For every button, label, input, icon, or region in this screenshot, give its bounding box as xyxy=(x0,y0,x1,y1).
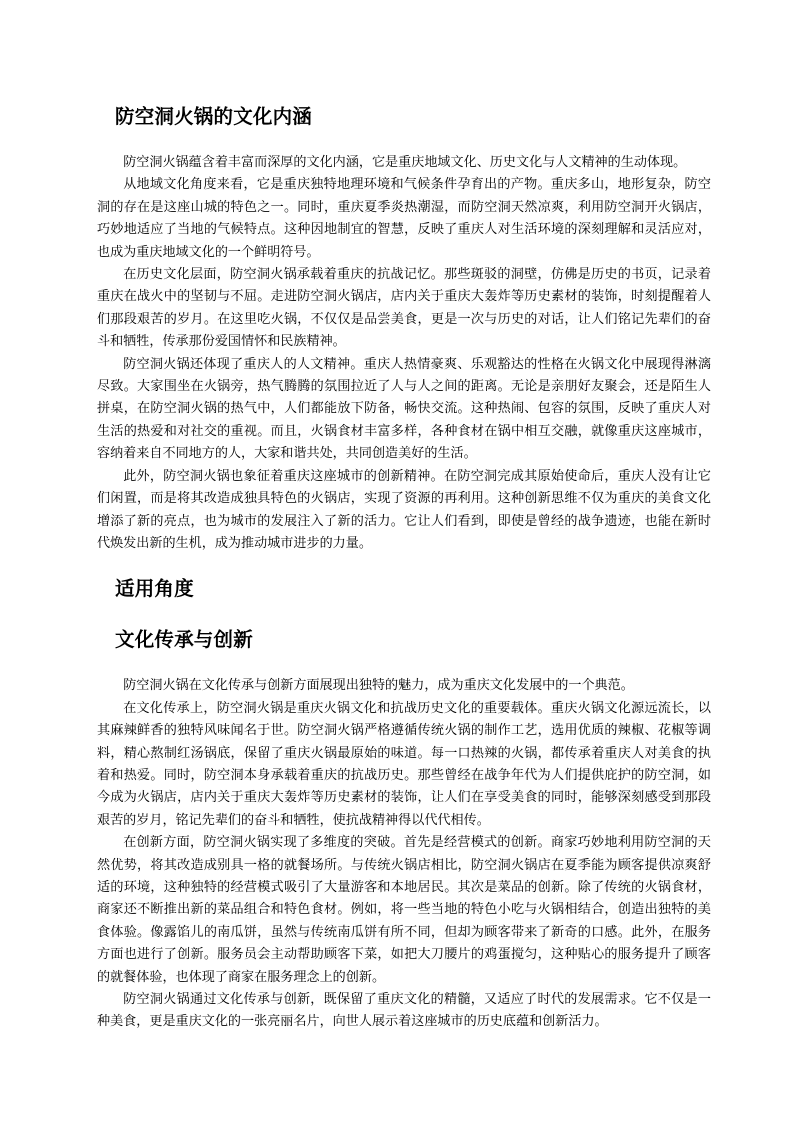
paragraph: 在文化传承上，防空洞火锅是重庆火锅文化和抗战历史文化的重要载体。重庆火锅文化源远流长，以其麻辣鲜香的独特风味闻名于世。防空洞火锅严格遵循传统火锅的制作工艺，选用优质的辣椒、花椒等调料，精心熬制红汤锅底，保留了重庆火锅最原始的味道。每一口热辣的火锅，都传承着重庆人对美食的执着和热爱。同时，防空洞本身承载着重庆的抗战历史。那些曾经在战争年代为人们提供庇护的防空洞，如今成为火锅店，店内关于重庆大轰炸等历史素材的装饰，让人们在享受美食的同时，能够深刻感受到那段艰苦的岁月，铭记先辈们的奋斗和牺牲，使抗战精神得以代代相传。 xyxy=(97,700,711,828)
paragraph: 防空洞火锅蕴含着丰富而深厚的文化内涵，它是重庆地域文化、历史文化与人文精神的生动体现。 xyxy=(123,155,687,170)
paragraph: 此外，防空洞火锅也象征着重庆这座城市的创新精神。在防空洞完成其原始使命后，重庆人没有让它们闲置，而是将其改造成独具特色的火锅店，实现了资源的再利用。这种创新思维不仅为重庆的美食文化增添了新的亮点，也为城市的发展注入了新的活力。它让人们看到，即使是曾经的战争遗迹，也能在新时代焕发出新的生机，成为推动城市进步的力量。 xyxy=(97,468,711,551)
section-heading-heritage-innovation: 文化传承与创新 xyxy=(115,628,253,652)
section-heading-applicable-angle: 适用角度 xyxy=(115,577,194,601)
paragraph: 防空洞火锅还体现了重庆人的人文精神。重庆人热情豪爽、乐观豁达的性格在火锅文化中展现得淋漓尽致。大家围坐在火锅旁，热气腾腾的氛围拉近了人与人之间的距离。无论是亲朋好友聚会，还是陌生人拼桌，在防空洞火锅的热气中，人们都能放下防备，畅快交流。这种热闹、包容的氛围，反映了重庆人对生活的热爱和对社交的重视。而且，火锅食材丰富多样，各种食材在锅中相互交融，就像重庆这座城市，容纳着来自不同地方的人，大家和谐共处，共同创造美好的生活。 xyxy=(97,356,711,462)
section-heading-cultural-connotation: 防空洞火锅的文化内涵 xyxy=(115,105,313,128)
document-content xyxy=(97,100,711,1034)
paragraph: 在历史文化层面，防空洞火锅承载着重庆的抗战记忆。那些斑驳的洞壁，仿佛是历史的书页，记录着重庆在战火中的坚韧与不屈。走进防空洞火锅店，店内关于重庆大轰炸等历史素材的装饰，时刻提醒着人们那段艰苦的岁月。在这里吃火锅，不仅仅是品尝美食，更是一次与历史的对话，让人们铭记先辈们的奋斗和牺牲，传承那份爱国情怀和民族精神。 xyxy=(97,267,711,350)
paragraph: 防空洞火锅通过文化传承与创新，既保留了重庆文化的精髓，又适应了时代的发展需求。它不仅是一种美食，更是重庆文化的一张亮丽名片，向世人展示着这座城市的历史底蕴和创新活力。 xyxy=(97,992,711,1030)
paragraph: 防空洞火锅在文化传承与创新方面展现出独特的魅力，成为重庆文化发展中的一个典范。 xyxy=(123,678,634,694)
section-body-cultural-connotation xyxy=(97,152,711,555)
paragraph: 在创新方面，防空洞火锅实现了多维度的突破。首先是经营模式的创新。商家巧妙地利用防空洞的天然优势，将其改造成别具一格的就餐场所。与传统火锅店相比，防空洞火锅店在夏季能为顾客提供凉爽舒适的环境，这种独特的经营模式吸引了大量游客和本地居民。其次是菜品的创新。除了传统的火锅食材，商家还不断推出新的菜品组合和特色食材。例如，将一些当地的特色小吃与火锅相结合，创造出独特的美食体验。像露馅儿的南瓜饼，虽然与传统南瓜饼有所不同，但却为顾客带来了新奇的口感。此外，在服务方面也进行了创新。服务员会主动帮助顾客下菜，如把大刀腰片的鸡蛋搅匀，这种贴心的服务提升了顾客的就餐体验，也体现了商家在服务理念上的创新。 xyxy=(97,835,711,985)
paragraph: 从地域文化角度来看，它是重庆独特地理环境和气候条件孕育出的产物。重庆多山，地形复杂，防空洞的存在是这座山城的特色之一。同时，重庆夏季炎热潮湿，而防空洞天然凉爽，利用防空洞开火锅店，巧妙地适应了当地的气候特点。这种因地制宜的智慧，反映了重庆人对生活环境的深刻理解和灵活应对，也成为重庆地域文化的一个鲜明符号。 xyxy=(97,177,711,260)
section-body-heritage-innovation xyxy=(97,675,711,1034)
